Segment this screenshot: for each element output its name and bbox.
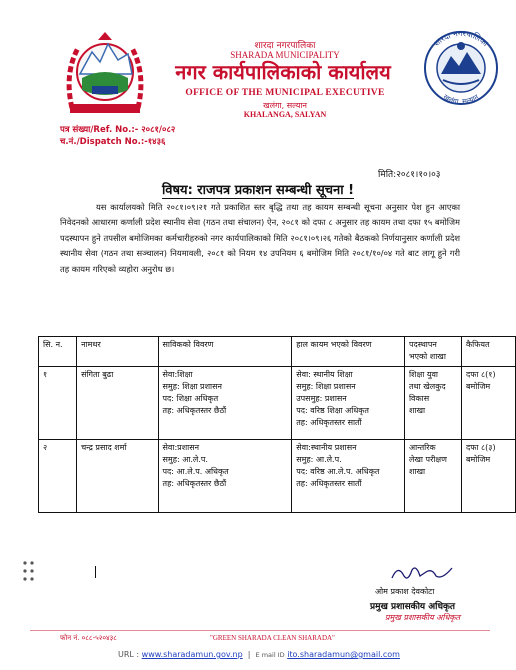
cell-line: तह: अधिकृतस्तर छैठौं xyxy=(162,479,227,488)
cell-branch xyxy=(404,367,461,440)
text-cursor xyxy=(95,566,96,578)
email-link[interactable]: ito.sharadamun@gmail.com xyxy=(287,650,400,659)
header-branch: पदस्थापन भएको शाखा xyxy=(404,337,461,367)
header-serial: सि. न. xyxy=(39,337,77,367)
logo-text-top: शारदा नगरपालिका xyxy=(432,28,490,49)
cell-line: शाखा xyxy=(408,406,426,415)
cell-name: चन्द्र प्रसाद शर्मा xyxy=(77,440,158,513)
cell-line: सेवा: स्थानीय शिक्षा xyxy=(296,370,353,379)
cell-current xyxy=(292,440,405,513)
municipality-logo-icon xyxy=(415,28,507,110)
cell-line: बमोजिम xyxy=(465,382,491,391)
footer-divider xyxy=(30,630,490,631)
cell-line: दफा ८(१) xyxy=(465,370,496,379)
cell-line: सेवा:प्रशासन xyxy=(162,443,200,452)
office-title-english: OFFICE OF THE MUNICIPAL EXECUTIVE xyxy=(185,88,385,98)
signatory-name: ओम प्रकाश देवकोटा xyxy=(375,587,435,596)
cell-line: आन्तरिक xyxy=(408,443,436,452)
cell-line: शिक्षा युवा xyxy=(408,370,438,379)
header-name: नामथर xyxy=(77,337,158,367)
cell-serial: १ xyxy=(39,367,77,440)
cell-previous xyxy=(158,440,292,513)
staff-table xyxy=(38,336,516,513)
cell-line: बमोजिम xyxy=(465,455,491,464)
footer-slogan: "GREEN SHARADA CLEAN SHARADA" xyxy=(210,634,335,642)
cell-line: तह: अधिकृतस्तर सातौं xyxy=(296,418,362,427)
cell-line: उपसमुह: प्रशासन xyxy=(296,394,347,403)
header-previous: साविकको विवरण xyxy=(158,337,292,367)
url-label: URL : xyxy=(118,650,140,659)
logo-text-bottom: खलंगा, सल्यान xyxy=(441,93,481,107)
cell-name: संगिता बुढा xyxy=(77,367,158,440)
cell-remarks xyxy=(461,440,515,513)
footer-phone: फोन नं. ०८८-५२०४३८ xyxy=(60,634,117,642)
cell-line: समुह: शिक्षा प्रशासन xyxy=(296,382,356,391)
svg-text:खलंगा, सल्यान xyxy=(442,93,480,106)
cell-line: तथा खेलकुद xyxy=(408,382,446,391)
table-row xyxy=(39,367,516,440)
cell-line: पद: शिक्षा अधिकृत xyxy=(162,394,219,403)
table-header-row xyxy=(39,337,516,367)
cell-line: विकास xyxy=(408,394,430,403)
office-title-nepali: नगर कार्यपालिकाको कार्यालय xyxy=(175,60,391,84)
cell-line: पद: वरिष्ठ आ.ले.प. अधिकृत xyxy=(296,467,380,476)
reference-number: पत्र संख्या/Ref. No.:- २०८१/०८२ xyxy=(60,125,176,135)
cell-line: समुह: शिक्षा प्रशासन xyxy=(162,382,222,391)
dispatch-number: च.नं./Dispatch No.:-१४३६ xyxy=(60,137,166,147)
table-row xyxy=(39,440,516,513)
website-link[interactable]: www.sharadamun.gov.np xyxy=(141,650,243,659)
cell-line: शाखा xyxy=(408,467,426,476)
signature-icon xyxy=(388,562,458,584)
cell-line: दफा ८(३) xyxy=(465,443,496,452)
header-current: हाल कायम भएको विवरण xyxy=(292,337,405,367)
address-english: KHALANGA, SALYAN xyxy=(243,110,327,119)
cell-line: पद: वरिष्ठ शिक्षा अधिकृत xyxy=(296,406,369,415)
cell-line: सेवा:स्थानीय प्रशासन xyxy=(296,443,357,452)
letter-body: यस कार्यालयको मिति २०८१।०९।२१ गते प्रकाशित स्तर बृद्धि तथा तह कायम सम्बन्धी सूचना अनुसार पेश हुन आएका निवेदनको आधारमा कर्णाली प्रदेश स्थानीय सेवा (गठन तथा संचालन) ऐन, २०८१ को दफा ८ अनुसार तह कायम तथा दफा १५ बमोजिम पदस्थापन हुने तपसील बमोजिमका कर्मचारीहरुको नगर कार्यपालिकाको मिति २०८१।०९।२६ गतेको बैठकको निर्णयानुसार कर्णाली प्रदेश स्थानीय सेवा (गठन तथा सञ्चालन) नियमावली, २०८१ को नियम १४ उपनियम ६ बमोजिम मिति २०८१/१०/०४ गते बाट लागू हुने गरी तह कायम गरिएको व्यहोरा अनुरोध छ। xyxy=(60,202,460,274)
cell-line: समुह: आ.ले.प. xyxy=(296,455,342,464)
cell-current xyxy=(292,367,405,440)
header-remarks: कैफियत xyxy=(461,337,515,367)
cell-branch xyxy=(404,440,461,513)
cell-serial: २ xyxy=(39,440,77,513)
org-name-nepali: शारदा नगरपालिका xyxy=(254,41,316,51)
letter-date: मिति:२०८१।१०।०३ xyxy=(378,170,441,180)
cell-remarks xyxy=(461,367,515,440)
cell-line: समुह: आ.ले.प. xyxy=(162,455,208,464)
cell-line: तह: अधिकृतस्तर छैठौं xyxy=(162,406,227,415)
signatory-title: प्रमुख प्रशासकीय अधिकृत xyxy=(370,602,456,612)
cell-line: पद: आ.ले.प. अधिकृत xyxy=(162,467,229,476)
letter-subject xyxy=(60,180,456,198)
org-name-english: SHARADA MUNICIPALITY xyxy=(230,50,340,60)
cell-previous xyxy=(158,367,292,440)
footer-contact: URL : www.sharadamun.gov.np | E mail ID ito.sharadamun@gmail.com xyxy=(118,650,400,659)
email-label: E mail ID xyxy=(255,651,285,659)
drag-handle-icon[interactable] xyxy=(22,560,36,582)
cell-line: सेवा:शिक्षा xyxy=(162,370,193,379)
cell-line: तह: अधिकृतस्तर सातौं xyxy=(296,479,362,488)
nepal-emblem-icon xyxy=(62,30,148,116)
address-nepali: खलंगा, सल्यान xyxy=(263,101,307,110)
stamp-text: प्रमुख प्रशासकीय अधिकृत xyxy=(385,613,461,622)
subject-text: विषय: राजपत्र प्रकाशन सम्बन्धी सूचना ! xyxy=(161,183,355,198)
cell-line: लेखा परीक्षण xyxy=(408,455,447,464)
